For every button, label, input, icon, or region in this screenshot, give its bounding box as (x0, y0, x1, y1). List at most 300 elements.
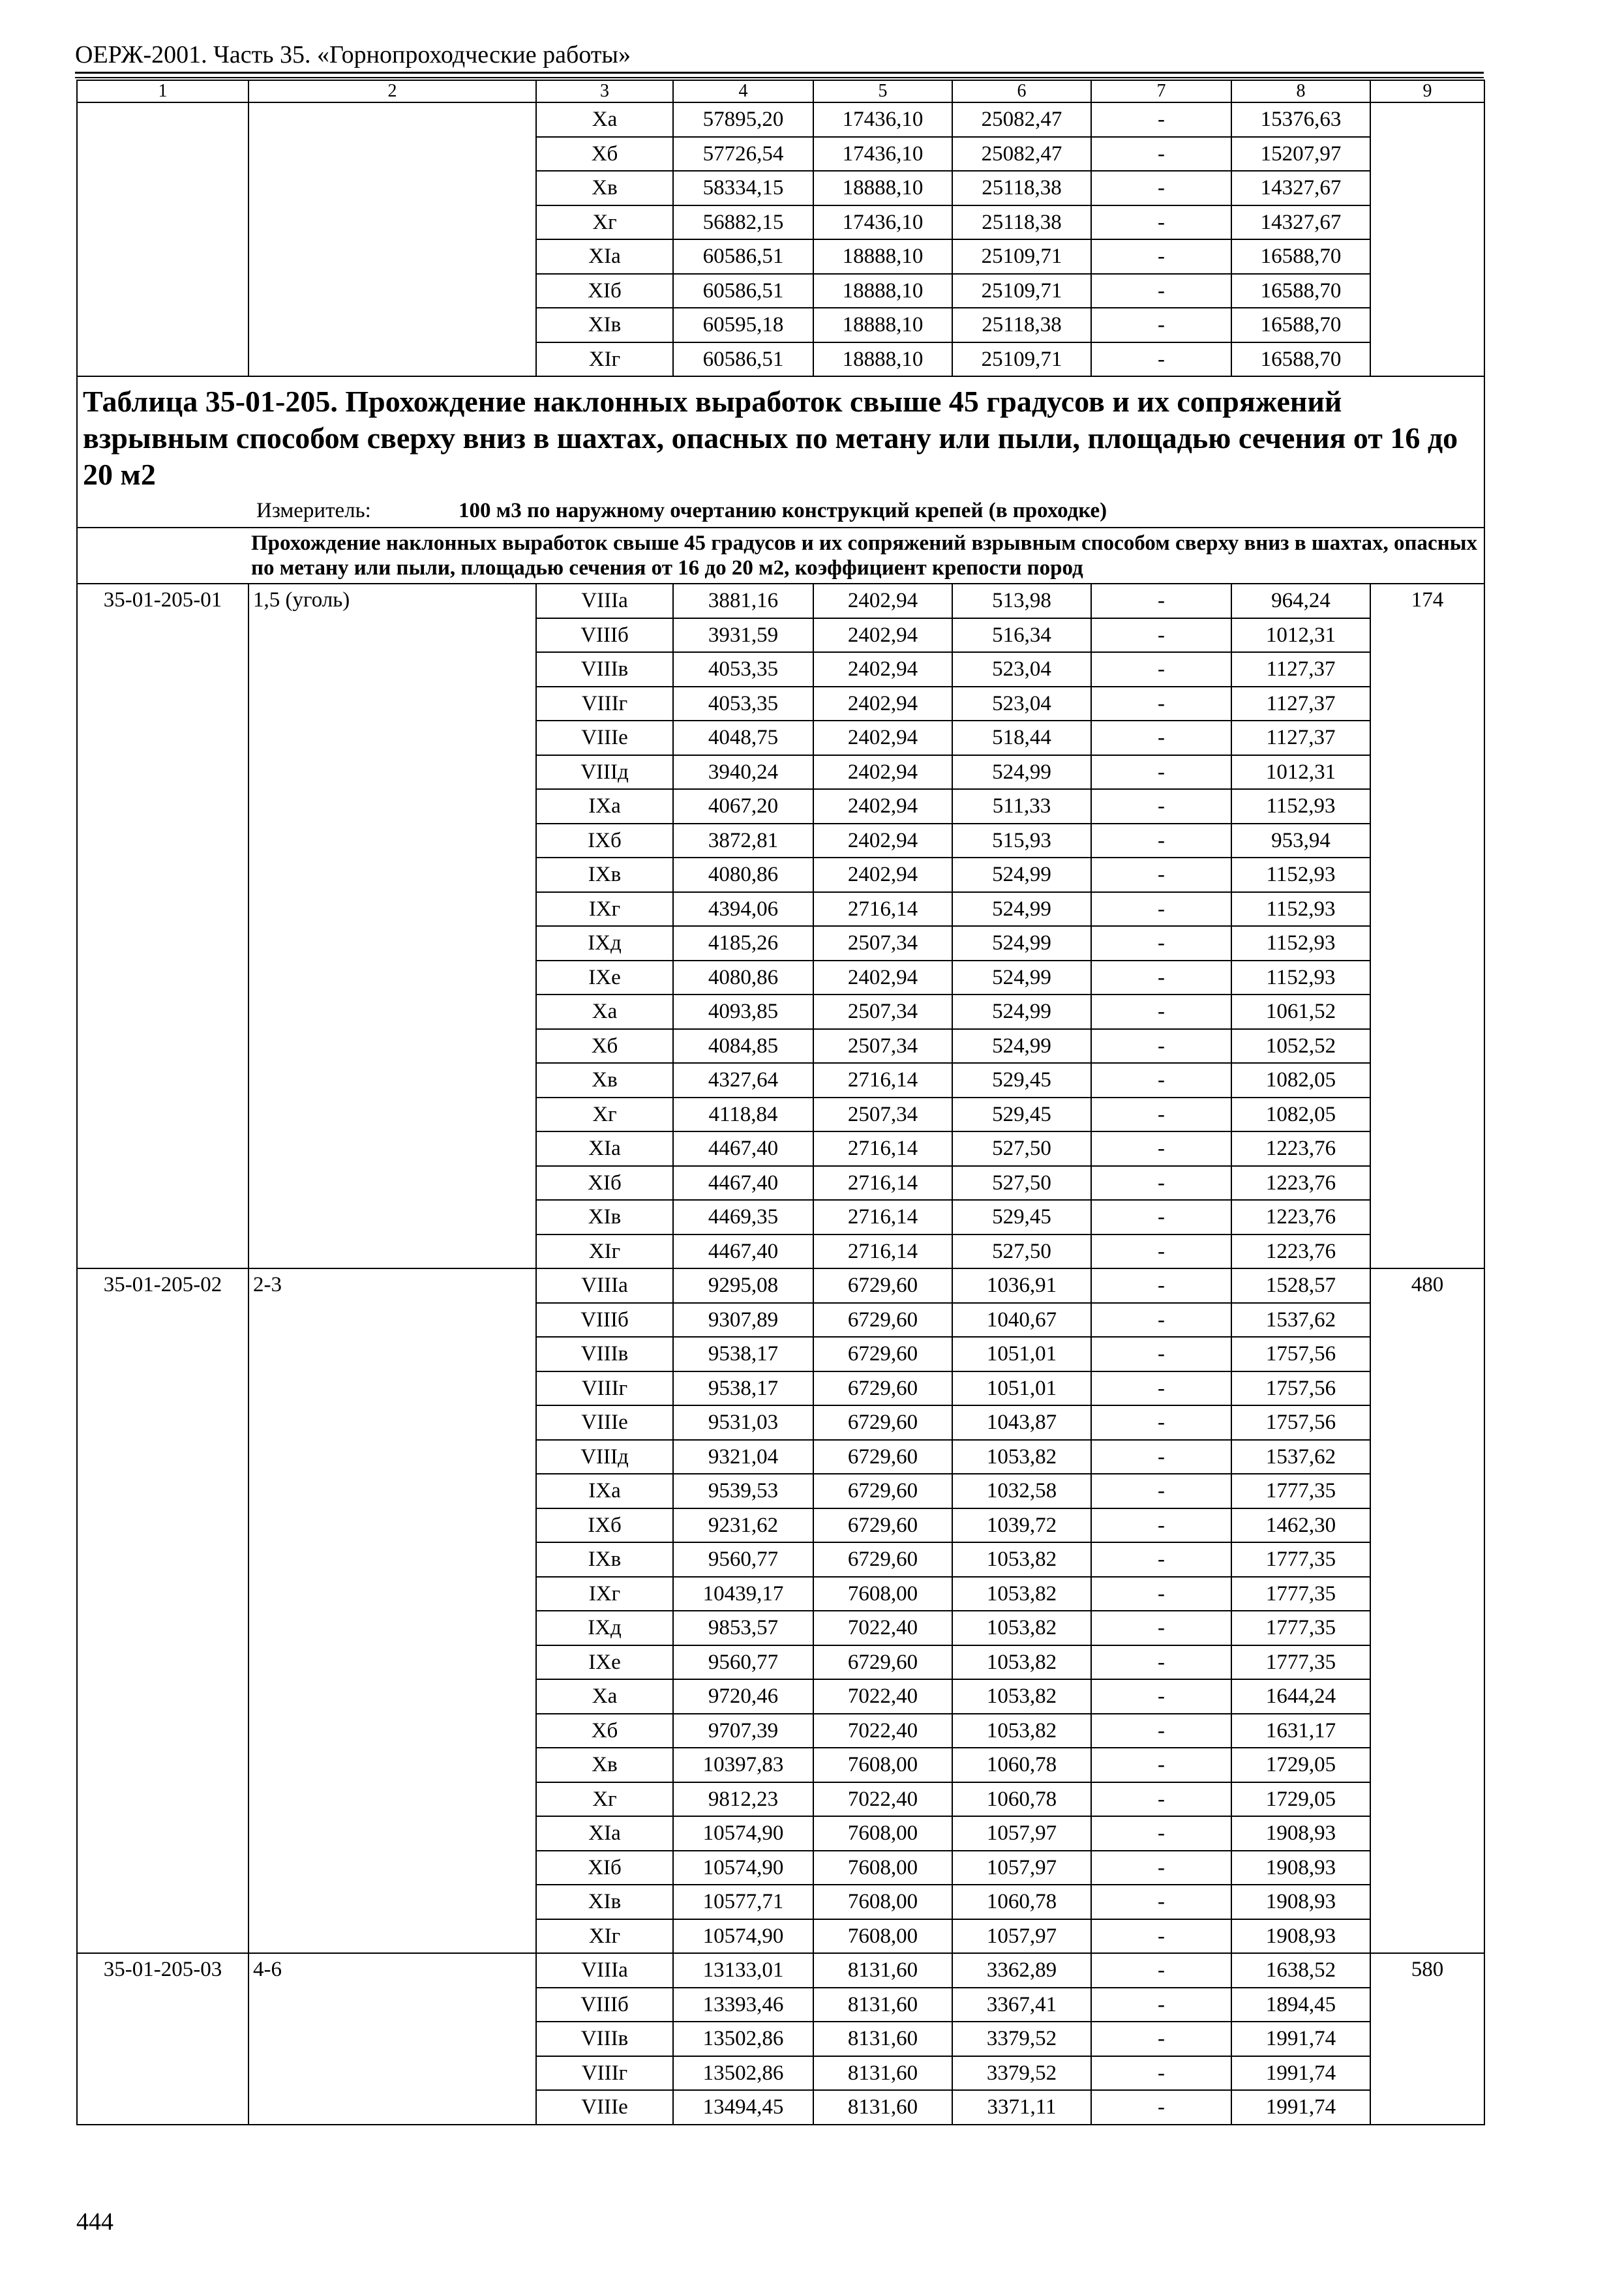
cell-c6: 25118,38 (952, 171, 1091, 205)
cell-c7: - (1091, 1337, 1231, 1371)
cell-c3: Xг (536, 1782, 673, 1817)
cell-c5: 2402,94 (813, 652, 952, 687)
cell-c8: 15376,63 (1231, 102, 1370, 137)
cell-c7: - (1091, 239, 1231, 274)
cell-c4: 9812,23 (673, 1782, 813, 1817)
cell-c6: 1032,58 (952, 1474, 1091, 1508)
cell-c8: 1152,93 (1231, 926, 1370, 961)
cell-c5: 8131,60 (813, 2022, 952, 2056)
cell-c8: 1152,93 (1231, 789, 1370, 824)
cell-c6: 3362,89 (952, 1953, 1091, 1988)
rates-table (76, 80, 1485, 2125)
cell-c5: 2716,14 (813, 1063, 952, 1098)
cell-c8: 953,94 (1231, 824, 1370, 858)
cell-c5: 7022,40 (813, 1714, 952, 1748)
cell-c5: 2402,94 (813, 824, 952, 858)
cell-c4: 9531,03 (673, 1405, 813, 1440)
c9-cell: 480 (1370, 1268, 1484, 1953)
cell-c7: - (1091, 205, 1231, 240)
page-number: 444 (76, 2208, 113, 2236)
cell-c5: 2402,94 (813, 858, 952, 892)
table-row (77, 584, 1484, 618)
measure-label: Измеритель: (256, 499, 371, 522)
cell-c8: 16588,70 (1231, 308, 1370, 342)
cell-c3: Xв (536, 1748, 673, 1782)
cell-c4: 9539,53 (673, 1474, 813, 1508)
cell-c3: XIг (536, 1234, 673, 1269)
column-number: 4 (673, 80, 813, 102)
column-number: 5 (813, 80, 952, 102)
cell-c8: 1908,93 (1231, 1851, 1370, 1885)
cell-c3: VIIIб (536, 1988, 673, 2022)
cell-c8: 1729,05 (1231, 1748, 1370, 1782)
cell-c6: 25082,47 (952, 137, 1091, 172)
cell-c6: 524,99 (952, 1029, 1091, 1064)
cell-c4: 4118,84 (673, 1098, 813, 1132)
cell-c4: 13133,01 (673, 1953, 813, 1988)
cell-c5: 2507,34 (813, 995, 952, 1029)
cell-c7: - (1091, 2056, 1231, 2091)
cell-c3: IXe (536, 961, 673, 995)
cell-c5: 6729,60 (813, 1371, 952, 1406)
table-title: Таблица 35-01-205. Прохождение наклонных выработок свыше 45 градусов и их сопряжений взрывным способом сверху вниз в шахтах, опасных по метану или пыли, площадью сечения от 16 до 20 м2 (77, 376, 1484, 497)
cell-c4: 4467,40 (673, 1166, 813, 1201)
cell-c4: 4053,35 (673, 652, 813, 687)
cell-c8: 1757,56 (1231, 1405, 1370, 1440)
cell-c6: 25109,71 (952, 239, 1091, 274)
cell-c8: 1537,62 (1231, 1440, 1370, 1474)
cell-c3: XIa (536, 1131, 673, 1166)
cell-c6: 3367,41 (952, 1988, 1091, 2022)
cell-c8: 1894,45 (1231, 1988, 1370, 2022)
cell-c3: Xa (536, 1679, 673, 1714)
cell-c7: - (1091, 1371, 1231, 1406)
cell-c8: 1082,05 (1231, 1098, 1370, 1132)
hardness-cell: 2-3 (248, 1268, 536, 1953)
cell-c4: 9538,17 (673, 1371, 813, 1406)
cell-c8: 14327,67 (1231, 205, 1370, 240)
cell-c6: 3379,52 (952, 2022, 1091, 2056)
cell-c6: 1040,67 (952, 1303, 1091, 1338)
cell-c5: 18888,10 (813, 171, 952, 205)
c9-cell: 580 (1370, 1953, 1484, 2125)
cell-c4: 4185,26 (673, 926, 813, 961)
cell-c7: - (1091, 102, 1231, 137)
table-row (77, 1268, 1484, 1303)
cell-c7: - (1091, 789, 1231, 824)
cell-c6: 1039,72 (952, 1508, 1091, 1543)
code-cell: 35-01-205-02 (77, 1268, 248, 1953)
cell-c4: 60586,51 (673, 239, 813, 274)
cell-c4: 13393,46 (673, 1988, 813, 2022)
cell-c6: 1043,87 (952, 1405, 1091, 1440)
cell-c8: 1152,93 (1231, 858, 1370, 892)
cell-c3: VIIIд (536, 755, 673, 790)
cell-c4: 4048,75 (673, 721, 813, 755)
code-cell: 35-01-205-03 (77, 1953, 248, 2125)
cell-c3: XIв (536, 1885, 673, 1919)
cell-c4: 4467,40 (673, 1131, 813, 1166)
cell-c7: - (1091, 824, 1231, 858)
cell-c5: 8131,60 (813, 2056, 952, 2091)
cell-c4: 4467,40 (673, 1234, 813, 1269)
cell-c7: - (1091, 1748, 1231, 1782)
cell-c8: 1528,57 (1231, 1268, 1370, 1303)
cell-c6: 1051,01 (952, 1371, 1091, 1406)
cell-c6: 1060,78 (952, 1885, 1091, 1919)
cell-c8: 1537,62 (1231, 1303, 1370, 1338)
cell-c3: XIв (536, 308, 673, 342)
cell-c4: 9307,89 (673, 1303, 813, 1338)
cell-c7: - (1091, 687, 1231, 721)
cell-c4: 58334,15 (673, 171, 813, 205)
cell-c7: - (1091, 1919, 1231, 1954)
cell-c6: 524,99 (952, 926, 1091, 961)
cell-c5: 17436,10 (813, 137, 952, 172)
cell-c5: 7022,40 (813, 1782, 952, 1817)
cell-c4: 9231,62 (673, 1508, 813, 1543)
cell-c5: 6729,60 (813, 1337, 952, 1371)
cell-c3: IXб (536, 1508, 673, 1543)
cell-c6: 1051,01 (952, 1337, 1091, 1371)
cell-c6: 529,45 (952, 1098, 1091, 1132)
cell-c8: 1908,93 (1231, 1816, 1370, 1851)
cell-c6: 524,99 (952, 755, 1091, 790)
cell-c7: - (1091, 1679, 1231, 1714)
hardness-cell-empty (248, 102, 536, 376)
cell-c6: 25118,38 (952, 205, 1091, 240)
cell-c5: 6729,60 (813, 1474, 952, 1508)
cell-c5: 7608,00 (813, 1816, 952, 1851)
cell-c8: 1638,52 (1231, 1953, 1370, 1988)
cell-c3: IXa (536, 789, 673, 824)
cell-c4: 4067,20 (673, 789, 813, 824)
cell-c3: XIб (536, 1851, 673, 1885)
cell-c3: VIIIд (536, 1440, 673, 1474)
cell-c8: 1757,56 (1231, 1337, 1370, 1371)
cell-c6: 513,98 (952, 584, 1091, 618)
cell-c8: 1223,76 (1231, 1234, 1370, 1269)
cell-c7: - (1091, 1953, 1231, 1988)
cell-c6: 524,99 (952, 858, 1091, 892)
cell-c8: 1223,76 (1231, 1200, 1370, 1234)
cell-c6: 516,34 (952, 618, 1091, 653)
cell-c7: - (1091, 1303, 1231, 1338)
cell-c3: VIIIв (536, 1337, 673, 1371)
cell-c6: 1057,97 (952, 1851, 1091, 1885)
cell-c7: - (1091, 961, 1231, 995)
cell-c5: 6729,60 (813, 1303, 952, 1338)
cell-c3: IXб (536, 824, 673, 858)
cell-c5: 6729,60 (813, 1405, 952, 1440)
cell-c4: 4093,85 (673, 995, 813, 1029)
cell-c3: IXa (536, 1474, 673, 1508)
description-row (77, 528, 1484, 584)
cell-c7: - (1091, 1577, 1231, 1611)
cell-c5: 2716,14 (813, 1166, 952, 1201)
cell-c3: VIIIe (536, 1405, 673, 1440)
cell-c4: 60586,51 (673, 342, 813, 377)
measure-cell (77, 497, 1484, 528)
cell-c3: IXд (536, 926, 673, 961)
cell-c7: - (1091, 1714, 1231, 1748)
cell-c3: XIa (536, 239, 673, 274)
cell-c4: 57726,54 (673, 137, 813, 172)
cell-c4: 3872,81 (673, 824, 813, 858)
cell-c7: - (1091, 1474, 1231, 1508)
cell-c6: 1053,82 (952, 1645, 1091, 1680)
cell-c6: 25109,71 (952, 274, 1091, 308)
cell-c4: 60586,51 (673, 274, 813, 308)
cell-c4: 9295,08 (673, 1268, 813, 1303)
cell-c5: 7608,00 (813, 1885, 952, 1919)
cell-c5: 18888,10 (813, 342, 952, 377)
cell-c7: - (1091, 995, 1231, 1029)
cell-c3: XIб (536, 1166, 673, 1201)
cell-c7: - (1091, 721, 1231, 755)
cell-c5: 7022,40 (813, 1679, 952, 1714)
cell-c6: 529,45 (952, 1063, 1091, 1098)
cell-c6: 1053,82 (952, 1714, 1091, 1748)
cell-c6: 1053,82 (952, 1577, 1091, 1611)
cell-c5: 2402,94 (813, 961, 952, 995)
cell-c8: 1152,93 (1231, 961, 1370, 995)
cell-c8: 1223,76 (1231, 1166, 1370, 1201)
cell-c6: 527,50 (952, 1166, 1091, 1201)
column-number-row (77, 80, 1484, 102)
cell-c6: 1053,82 (952, 1679, 1091, 1714)
cell-c8: 1777,35 (1231, 1474, 1370, 1508)
cell-c4: 10574,90 (673, 1816, 813, 1851)
cell-c3: VIIIг (536, 687, 673, 721)
cell-c5: 2402,94 (813, 687, 952, 721)
cell-c5: 2402,94 (813, 721, 952, 755)
cell-c8: 1082,05 (1231, 1063, 1370, 1098)
cell-c7: - (1091, 274, 1231, 308)
cell-c6: 527,50 (952, 1234, 1091, 1269)
cell-c3: IXг (536, 1577, 673, 1611)
cell-c6: 1060,78 (952, 1748, 1091, 1782)
cell-c7: - (1091, 1405, 1231, 1440)
description-cell (77, 528, 1484, 584)
cell-c5: 2716,14 (813, 1131, 952, 1166)
cell-c5: 8131,60 (813, 1988, 952, 2022)
cell-c6: 3371,11 (952, 2090, 1091, 2125)
code-cell: 35-01-205-01 (77, 584, 248, 1268)
running-header: ОЕРЖ-2001. Часть 35. «Горнопроходческие работы» (75, 41, 631, 68)
cell-c6: 529,45 (952, 1200, 1091, 1234)
cell-c3: IXв (536, 858, 673, 892)
cell-c6: 1036,91 (952, 1268, 1091, 1303)
cell-c8: 1223,76 (1231, 1131, 1370, 1166)
cell-c7: - (1091, 1440, 1231, 1474)
cell-c5: 7608,00 (813, 1577, 952, 1611)
cell-c3: IXг (536, 892, 673, 927)
cell-c4: 3940,24 (673, 755, 813, 790)
cell-c8: 964,24 (1231, 584, 1370, 618)
cell-c4: 10439,17 (673, 1577, 813, 1611)
cell-c4: 13502,86 (673, 2056, 813, 2091)
cell-c6: 1060,78 (952, 1782, 1091, 1817)
cell-c7: - (1091, 2022, 1231, 2056)
measure-value: 100 м3 по наружному очертанию конструкций крепей (в проходке) (459, 499, 1107, 522)
cell-c8: 1127,37 (1231, 687, 1370, 721)
measure-row (77, 497, 1484, 528)
cell-c3: VIIIe (536, 2090, 673, 2125)
cell-c8: 1462,30 (1231, 1508, 1370, 1543)
cell-c7: - (1091, 926, 1231, 961)
cell-c8: 1012,31 (1231, 755, 1370, 790)
header-rule-thin (75, 77, 1484, 78)
header-rule (75, 72, 1484, 74)
cell-c6: 25118,38 (952, 308, 1091, 342)
cell-c5: 7608,00 (813, 1919, 952, 1954)
cell-c3: VIIIa (536, 1268, 673, 1303)
cell-c4: 4053,35 (673, 687, 813, 721)
cell-c6: 1057,97 (952, 1919, 1091, 1954)
cell-c8: 1052,52 (1231, 1029, 1370, 1064)
cell-c7: - (1091, 342, 1231, 377)
cell-c7: - (1091, 1645, 1231, 1680)
cell-c6: 518,44 (952, 721, 1091, 755)
cell-c3: Xa (536, 995, 673, 1029)
column-number: 2 (248, 80, 536, 102)
cell-c4: 13494,45 (673, 2090, 813, 2125)
cell-c6: 1053,82 (952, 1542, 1091, 1577)
hardness-cell: 4-6 (248, 1953, 536, 2125)
cell-c4: 4080,86 (673, 961, 813, 995)
cell-c7: - (1091, 1200, 1231, 1234)
cell-c5: 2507,34 (813, 1098, 952, 1132)
cell-c3: XIв (536, 1200, 673, 1234)
cell-c7: - (1091, 1782, 1231, 1817)
table-title-row (77, 376, 1484, 497)
cell-c7: - (1091, 1611, 1231, 1645)
cell-c6: 524,99 (952, 892, 1091, 927)
code-cell-empty (77, 102, 248, 376)
cell-c6: 515,93 (952, 824, 1091, 858)
description-text: Прохождение наклонных выработок свыше 45 градусов и их сопряжений взрывным способом сверху вниз в шахтах, опасных по метану или пыли, площадью сечения от 16 до 20 м2, коэффициент крепости пород (251, 531, 1477, 580)
cell-c6: 523,04 (952, 652, 1091, 687)
cell-c4: 56882,15 (673, 205, 813, 240)
cell-c8: 1127,37 (1231, 721, 1370, 755)
column-number: 7 (1091, 80, 1231, 102)
cell-c5: 17436,10 (813, 205, 952, 240)
cell-c3: VIIIe (536, 721, 673, 755)
c9-cell: 174 (1370, 584, 1484, 1268)
cell-c8: 1991,74 (1231, 2090, 1370, 2125)
cell-c3: XIб (536, 274, 673, 308)
cell-c7: - (1091, 1029, 1231, 1064)
cell-c8: 1991,74 (1231, 2056, 1370, 2091)
cell-c8: 14327,67 (1231, 171, 1370, 205)
cell-c4: 9720,46 (673, 1679, 813, 1714)
cell-c5: 2716,14 (813, 892, 952, 927)
cell-c5: 2507,34 (813, 926, 952, 961)
cell-c3: VIIIг (536, 1371, 673, 1406)
cell-c5: 2402,94 (813, 755, 952, 790)
cell-c3: Xб (536, 1029, 673, 1064)
cell-c5: 2716,14 (813, 1234, 952, 1269)
cell-c7: - (1091, 618, 1231, 653)
cell-c3: IXд (536, 1611, 673, 1645)
cell-c5: 7608,00 (813, 1851, 952, 1885)
cell-c5: 6729,60 (813, 1645, 952, 1680)
cell-c3: Xб (536, 137, 673, 172)
cell-c4: 4327,64 (673, 1063, 813, 1098)
cell-c8: 1152,93 (1231, 892, 1370, 927)
cell-c4: 4080,86 (673, 858, 813, 892)
column-number: 8 (1231, 80, 1370, 102)
column-number: 1 (77, 80, 248, 102)
cell-c4: 9560,77 (673, 1645, 813, 1680)
cell-c8: 1777,35 (1231, 1611, 1370, 1645)
cell-c5: 2402,94 (813, 584, 952, 618)
cell-c3: XIa (536, 1816, 673, 1851)
cell-c7: - (1091, 1508, 1231, 1543)
cell-c7: - (1091, 584, 1231, 618)
cell-c4: 9707,39 (673, 1714, 813, 1748)
cell-c8: 1908,93 (1231, 1919, 1370, 1954)
table-row (77, 102, 1484, 137)
cell-c5: 6729,60 (813, 1440, 952, 1474)
cell-c8: 1631,17 (1231, 1714, 1370, 1748)
cell-c8: 1061,52 (1231, 995, 1370, 1029)
cell-c4: 9853,57 (673, 1611, 813, 1645)
cell-c4: 10397,83 (673, 1748, 813, 1782)
cell-c4: 10577,71 (673, 1885, 813, 1919)
cell-c7: - (1091, 755, 1231, 790)
cell-c3: Xв (536, 1063, 673, 1098)
cell-c5: 2507,34 (813, 1029, 952, 1064)
cell-c5: 7022,40 (813, 1611, 952, 1645)
cell-c5: 2402,94 (813, 618, 952, 653)
cell-c6: 1053,82 (952, 1611, 1091, 1645)
cell-c5: 8131,60 (813, 1953, 952, 1988)
cell-c3: Xг (536, 205, 673, 240)
cell-c8: 16588,70 (1231, 342, 1370, 377)
cell-c8: 16588,70 (1231, 274, 1370, 308)
cell-c3: Xб (536, 1714, 673, 1748)
cell-c8: 15207,97 (1231, 137, 1370, 172)
cell-c7: - (1091, 858, 1231, 892)
cell-c3: IXe (536, 1645, 673, 1680)
cell-c7: - (1091, 1885, 1231, 1919)
cell-c4: 9538,17 (673, 1337, 813, 1371)
cell-c8: 1729,05 (1231, 1782, 1370, 1817)
cell-c3: Xг (536, 1098, 673, 1132)
cell-c7: - (1091, 892, 1231, 927)
cell-c4: 3881,16 (673, 584, 813, 618)
cell-c4: 4084,85 (673, 1029, 813, 1064)
cell-c5: 17436,10 (813, 102, 952, 137)
cell-c5: 2716,14 (813, 1200, 952, 1234)
table-row (77, 1953, 1484, 1988)
cell-c3: XIг (536, 1919, 673, 1954)
cell-c7: - (1091, 1166, 1231, 1201)
cell-c6: 25082,47 (952, 102, 1091, 137)
cell-c7: - (1091, 1268, 1231, 1303)
cell-c7: - (1091, 652, 1231, 687)
cell-c4: 13502,86 (673, 2022, 813, 2056)
cell-c4: 10574,90 (673, 1919, 813, 1954)
cell-c5: 6729,60 (813, 1508, 952, 1543)
cell-c4: 4469,35 (673, 1200, 813, 1234)
cell-c8: 1908,93 (1231, 1885, 1370, 1919)
cell-c6: 524,99 (952, 995, 1091, 1029)
cell-c3: VIIIв (536, 2022, 673, 2056)
hardness-cell: 1,5 (уголь) (248, 584, 536, 1268)
